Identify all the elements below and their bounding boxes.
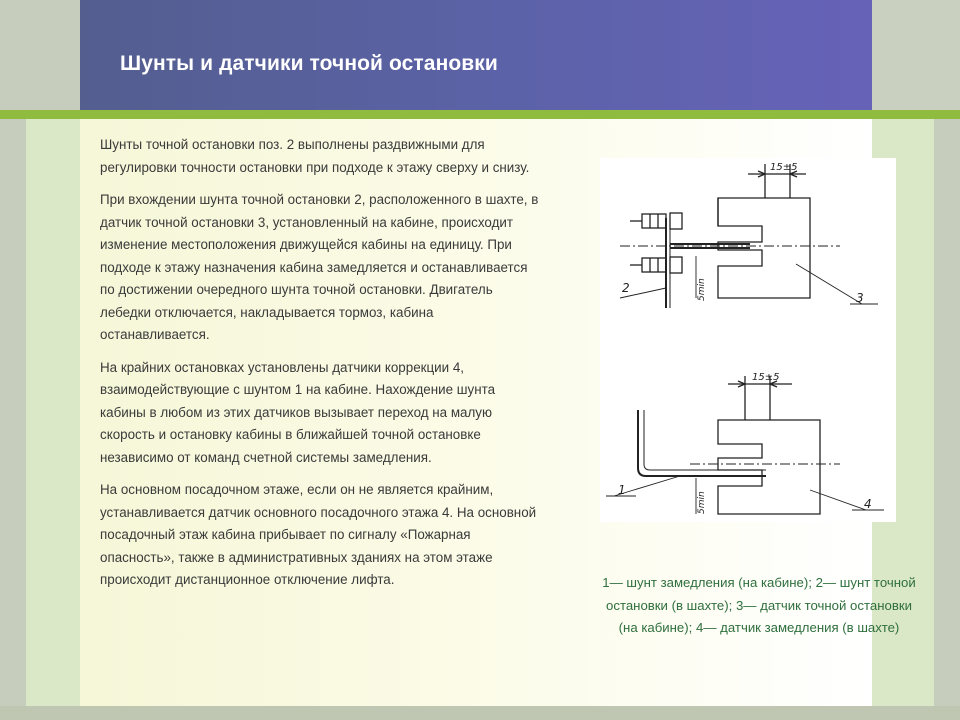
- accent-bar: [0, 110, 960, 119]
- paragraph-2: При вхождении шунта точной остановки 2, расположенного в шахте, в датчик точной остановки 3, установленный на кабине, происходит изменение местоположения движущейся кабины на единицу. При подходе к этажу назначения кабина замедляется и останавливается по достижении очередного шунта точной остановки. Двигатель лебедки отключается, накладывается тормоз, кабина останавливается.: [100, 192, 539, 342]
- slide-title: Шунты и датчики точной остановки: [120, 52, 498, 75]
- bottom-band: [0, 706, 960, 720]
- bottom-dimension-label: 15±5: [752, 372, 780, 383]
- body-text: [100, 134, 540, 602]
- bottom-gap-label: 5min: [697, 491, 707, 514]
- header-edge-right: [872, 0, 960, 110]
- bottom-label-shunt: 1: [618, 483, 626, 497]
- header-edge-left: [0, 0, 80, 110]
- bottom-label-sensor: 4: [864, 497, 872, 511]
- paragraph-4: На основном посадочном этаже, если он не является крайним, устанавливается датчик основного посадочного этажа 4. На основной посадочный этаж кабина прибывает по сигналу «Пожарная опасность», также в административных зданиях на этом этаже происходит дистанционное отключение лифта.: [100, 482, 537, 587]
- technical-drawing: [600, 158, 896, 522]
- paragraph-1: Шунты точной остановки поз. 2 выполнены раздвижными для регулировки точности остановки при подходе к этажу сверху и снизу.: [100, 137, 530, 175]
- figure-caption: 1— шунт замедления (на кабине); 2— шунт точной остановки (в шахте); 3— датчик точной остановки (на кабине); 4— датчик замедления (в шахте): [602, 575, 916, 635]
- top-drawing: [620, 162, 878, 308]
- top-label-shunt: 2: [622, 281, 630, 295]
- paragraph-3: На крайних остановках установлены датчики коррекции 4, взаимодействующие с шунтом 1 на кабине. Нахождение шунта кабины в любом из этих датчиков вызывает переход на малую скорость и остановку кабины в ближайшей точной остановке независимо от команд счетной системы замедления.: [100, 359, 496, 465]
- top-gap-label: 5min: [697, 278, 707, 301]
- bottom-drawing: [606, 372, 884, 514]
- top-dimension-label: 15±5: [770, 162, 798, 173]
- top-label-sensor: 3: [856, 291, 864, 305]
